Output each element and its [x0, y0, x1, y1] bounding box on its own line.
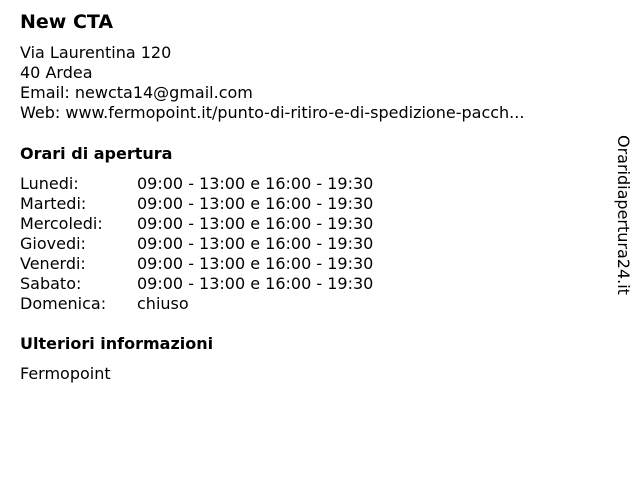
day-time: 09:00 - 13:00 e 16:00 - 19:30: [137, 174, 374, 193]
hours-row-sunday: [20, 294, 373, 314]
day-label: Venerdi:: [20, 254, 86, 273]
address-city: 40 Ardea: [20, 63, 93, 82]
hours-row-saturday: [20, 274, 373, 294]
hours-row-monday: [20, 174, 373, 194]
day-time: 09:00 - 13:00 e 16:00 - 19:30: [137, 214, 374, 233]
day-label: Giovedi:: [20, 234, 86, 253]
opening-hours-table: [20, 174, 373, 314]
day-label: Mercoledi:: [20, 214, 103, 233]
store-name: New CTA: [20, 11, 114, 33]
hours-row-tuesday: [20, 194, 373, 214]
email-line[interactable]: Email: newcta14@gmail.com: [20, 83, 253, 102]
opening-hours-heading: Orari di apertura: [20, 144, 173, 163]
day-label: Domenica:: [20, 294, 107, 313]
store-address-block: [20, 43, 524, 123]
day-time: 09:00 - 13:00 e 16:00 - 19:30: [137, 274, 374, 293]
web-line[interactable]: Web: www.fermopoint.it/punto-di-ritiro-e-di-spedizione-pacch...: [20, 103, 525, 122]
hours-row-friday: [20, 254, 373, 274]
hours-row-wednesday: [20, 214, 373, 234]
day-time: chiuso: [137, 294, 189, 313]
hours-row-thursday: [20, 234, 373, 254]
day-time: 09:00 - 13:00 e 16:00 - 19:30: [137, 194, 374, 213]
day-label: Martedi:: [20, 194, 87, 213]
more-info-heading: Ulteriori informazioni: [20, 334, 214, 353]
day-time: 09:00 - 13:00 e 16:00 - 19:30: [137, 234, 374, 253]
more-info-text: Fermopoint: [20, 364, 111, 383]
day-label: Lunedi:: [20, 174, 79, 193]
day-time: 09:00 - 13:00 e 16:00 - 19:30: [137, 254, 374, 273]
site-brand-vertical: Oraridiapertura24.it: [614, 135, 633, 295]
address-street: Via Laurentina 120: [20, 43, 172, 62]
day-label: Sabato:: [20, 274, 82, 293]
